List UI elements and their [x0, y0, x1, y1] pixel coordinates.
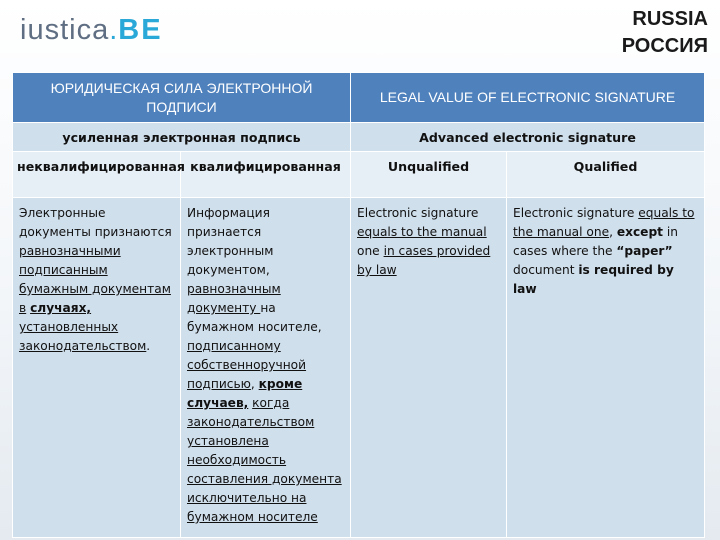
- logo-brand: iustica: [20, 14, 110, 46]
- header-ru: ЮРИДИЧЕСКАЯ СИЛА ЭЛЕКТРОННОЙ ПОДПИСИ: [13, 73, 351, 123]
- subheader-en: Advanced electronic signature: [351, 123, 705, 152]
- bold-run: “paper”: [616, 244, 673, 258]
- country-en: RUSSIA: [632, 8, 708, 30]
- text-run: one: [357, 244, 384, 258]
- text-run: Электронные документы признаются: [19, 206, 172, 239]
- underlined-run: когда законодательством установлена необходимость составления документа исключительно на бумажном носителе: [187, 396, 342, 524]
- text-run: .: [146, 339, 151, 353]
- kind-en-unqualified: Unqualified: [351, 152, 507, 198]
- text-run: Electronic signature: [357, 206, 479, 220]
- text-run: document: [513, 263, 579, 277]
- underlined-run: in cases provided by law: [357, 244, 491, 277]
- body-row: [13, 198, 705, 538]
- header-row: [13, 73, 705, 123]
- kind-en-qualified: Qualified: [507, 152, 705, 198]
- kind-ru-unqualified: неквалифицированная: [13, 152, 181, 198]
- subheader-ru: усиленная электронная подпись: [13, 123, 351, 152]
- bold-underlined-run: кроме случаев,: [187, 377, 303, 410]
- kind-row: [13, 152, 705, 198]
- underlined-run: equals to the manual one: [513, 206, 695, 239]
- bold-underlined-run: случаях,: [30, 301, 92, 315]
- text-run: Electronic signature: [513, 206, 639, 220]
- kind-ru-qualified: квалифицированная: [181, 152, 351, 198]
- bold-run: except: [616, 225, 663, 239]
- logo-tld: BE: [118, 14, 163, 46]
- cell-en-unqualified: [351, 198, 507, 538]
- text-run: ,: [250, 377, 259, 391]
- underlined-run: установленных законодательством: [19, 320, 147, 353]
- underlined-run: равнозначным документу: [187, 282, 281, 315]
- text-run: Информация признается электронным документом,: [187, 206, 274, 277]
- cell-ru-unqualified: [13, 198, 181, 538]
- cell-ru-qualified: [181, 198, 351, 538]
- country-ru: РОССИЯ: [621, 35, 708, 57]
- country-label: [622, 6, 708, 60]
- bold-run: is required by law: [513, 263, 674, 296]
- header-en: LEGAL VALUE OF ELECTRONIC SIGNATURE: [351, 73, 705, 123]
- underlined-run: равнозначными подписанным бумажным документам в: [19, 244, 171, 315]
- cell-en-qualified: [507, 198, 705, 538]
- underlined-run: equals to the manual: [357, 225, 487, 239]
- iustica-logo: [20, 14, 163, 47]
- text-run: на бумажном носителе,: [187, 301, 322, 334]
- text-run: in cases where the: [513, 225, 678, 258]
- underlined-run: подписанному собственноручной подписью: [187, 339, 307, 391]
- text-run: ,: [609, 225, 617, 239]
- logo-dot: .: [109, 14, 119, 46]
- legal-value-table: [12, 72, 705, 538]
- subheader-row: [13, 123, 705, 152]
